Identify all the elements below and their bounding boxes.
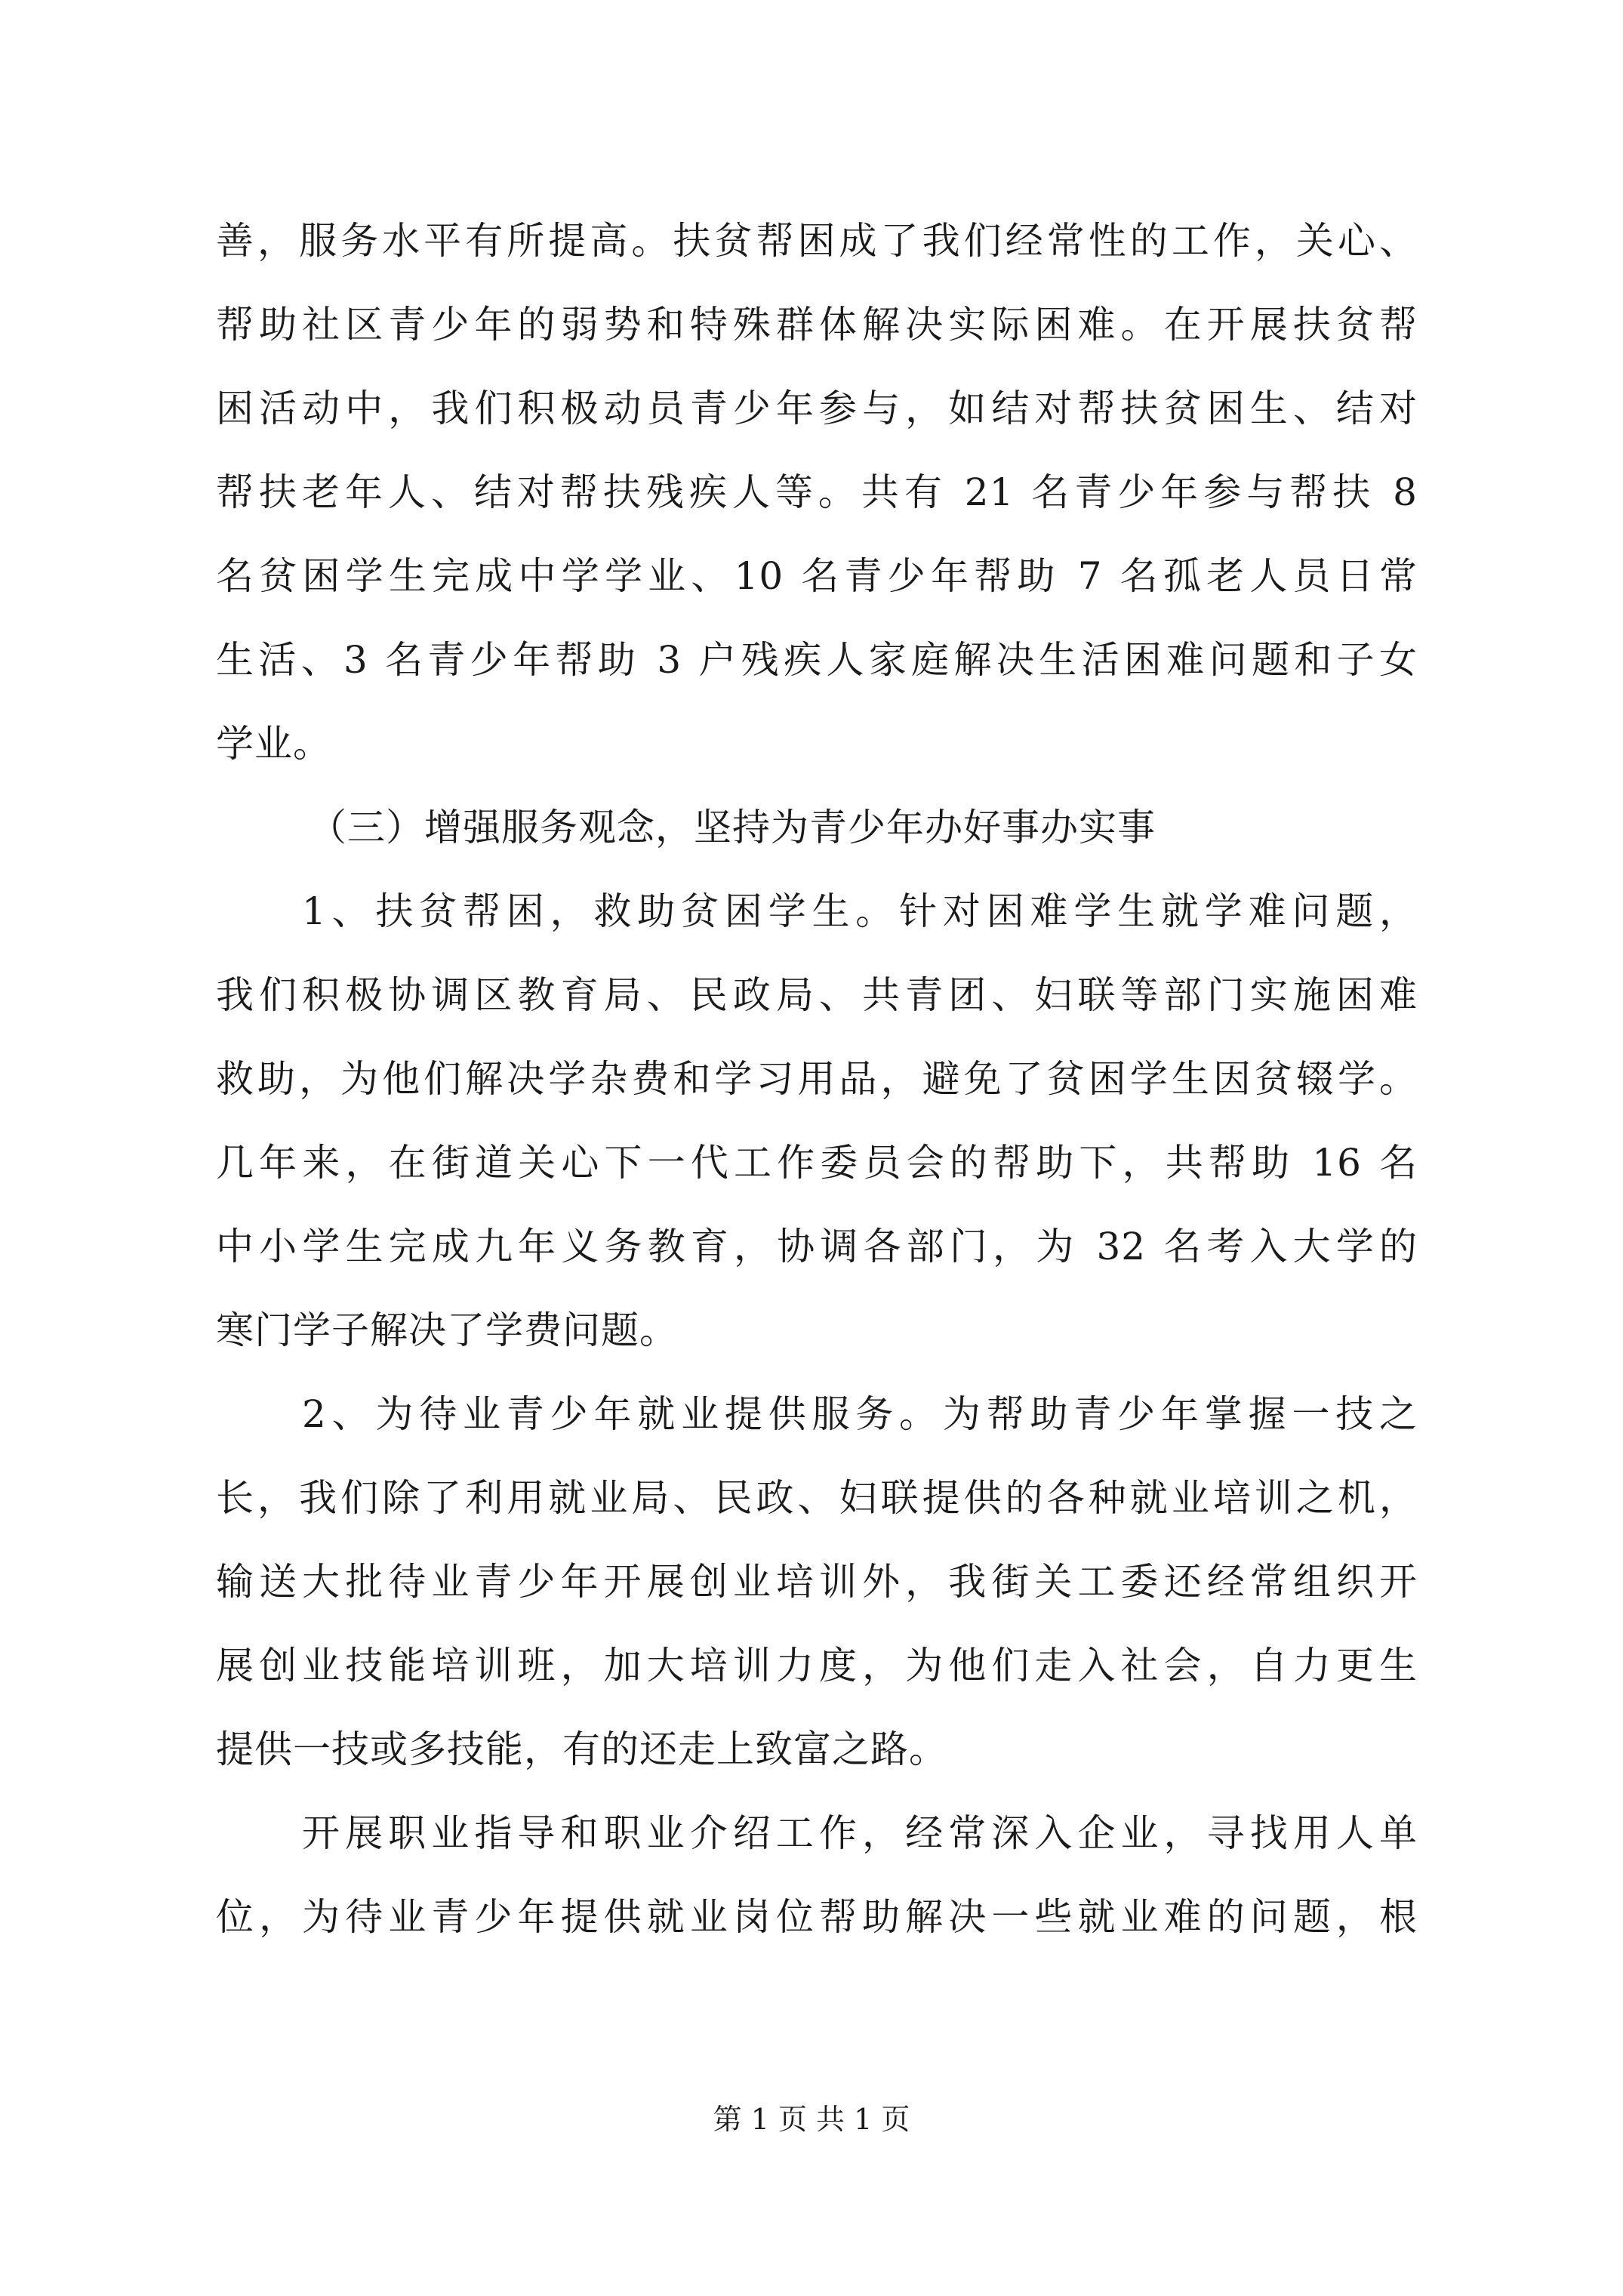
text-line: 展创业技能培训班，加大培训力度，为他们走入社会，自力更生 — [216, 1644, 1418, 1687]
text-line: 帮扶老年人、结对帮扶残疾人等。共有 21 名青少年参与帮扶 8 — [216, 470, 1418, 514]
text-line: 输送大批待业青少年开展创业培训外，我街关工委还经常组织开 — [216, 1560, 1418, 1604]
document-body — [216, 199, 1418, 1959]
text-line: 名贫困学生完成中学学业、10 名青少年帮助 7 名孤老人员日常 — [216, 554, 1418, 598]
text-line: 救助，为他们解决学杂费和学习用品，避免了贫困学生因贫辍学。 — [216, 1057, 1418, 1101]
page-number-footer: 第 1 页 共 1 页 — [713, 2103, 910, 2136]
text-line: 几年来，在街道关心下一代工作委员会的帮助下，共帮助 16 名 — [216, 1141, 1418, 1185]
text-line: 我们积极协调区教育局、民政局、共青团、妇联等部门实施困难 — [216, 973, 1418, 1017]
text-line: 生活、3 名青少年帮助 3 户残疾人家庭解决生活困难问题和子女 — [216, 638, 1418, 682]
text-line: 开展职业指导和职业介绍工作，经常深入企业，寻找用人单 — [302, 1811, 1418, 1855]
text-line: 提供一技或多技能，有的还走上致富之路。 — [216, 1727, 947, 1771]
text-line: 位，为待业青少年提供就业岗位帮助解决一些就业难的问题，根 — [216, 1895, 1418, 1939]
text-line: 学业。 — [216, 722, 331, 766]
text-line: 长，我们除了利用就业局、民政、妇联提供的各种就业培训之机， — [216, 1476, 1418, 1520]
section-heading: （三）增强服务观念，坚持为青少年办好事办实事 — [309, 806, 1156, 849]
text-line: 寒门学子解决了学费问题。 — [216, 1308, 678, 1352]
text-line: 1、扶贫帮困，救助贫困学生。针对困难学生就学难问题， — [302, 889, 1418, 933]
text-line: 2、为待业青少年就业提供服务。为帮助青少年掌握一技之 — [302, 1392, 1418, 1436]
text-line: 善，服务水平有所提高。扶贫帮困成了我们经常性的工作，关心、 — [216, 219, 1418, 263]
text-line: 帮助社区青少年的弱势和特殊群体解决实际困难。在开展扶贫帮 — [216, 303, 1418, 347]
text-line: 困活动中，我们积极动员青少年参与，如结对帮扶贫困生、结对 — [216, 387, 1418, 430]
text-line: 中小学生完成九年义务教育，协调各部门，为 32 名考入大学的 — [216, 1225, 1418, 1268]
